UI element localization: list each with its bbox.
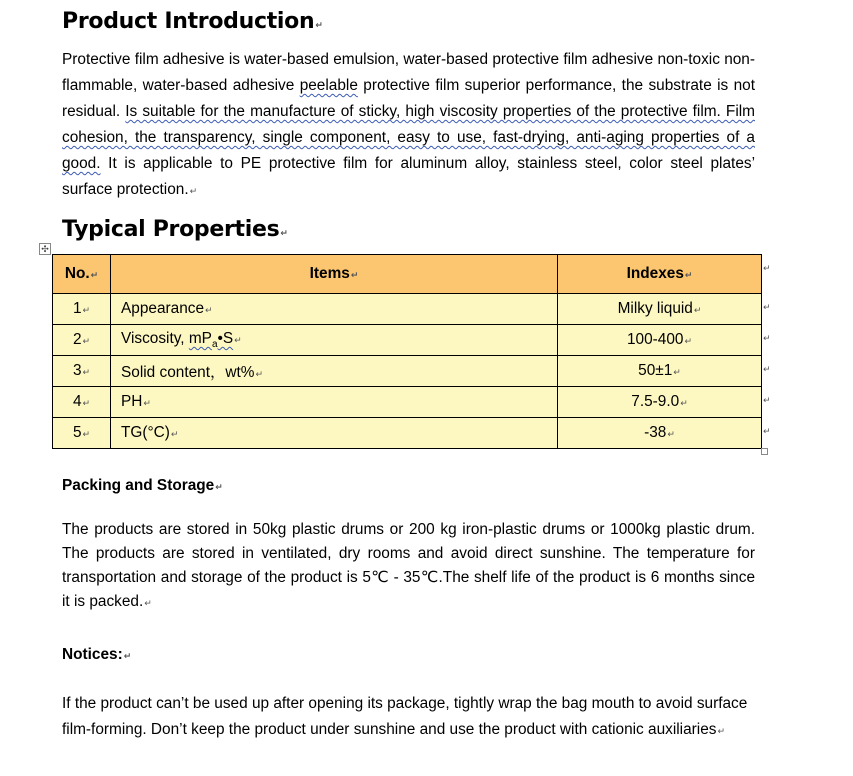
cell-item: Viscosity, $mP_a•S↵$ bbox=[111, 325, 558, 356]
table-header-row bbox=[53, 255, 762, 294]
spellcheck-word: peelable bbox=[299, 77, 358, 94]
cell-no: 5↵ bbox=[53, 418, 111, 449]
paragraph-mark-icon: ↵ bbox=[280, 229, 288, 239]
notices-paragraph: If the product can’t be used up after opening its package, tightly wrap the bag mouth to avoid surface film-forming. Don’t keep the product under sunshine and use the product with cationic auxiliaries↵ bbox=[62, 695, 748, 738]
cell-item: Solid content，wt%↵ bbox=[111, 356, 558, 387]
properties-table bbox=[52, 254, 762, 449]
introduction-paragraph: Protective film adhesive is water-based emulsion, water-based protective film adhesive non-toxic non-flammable, water-based adhesive peelable protective film superior performance, the substrate is not residual. Is suitable for the manufacture of sticky, high viscosity properties of the protective film. Film cohesion, the transparency, single component, easy to use, fast-drying, anti-aging properties of a good. It is applicable to PE protective film for aluminum alloy, stainless steel, color steel plates’ surface protection.↵ bbox=[62, 51, 755, 198]
paragraph-mark-icon: ↵ bbox=[315, 21, 323, 31]
table-resize-handle[interactable] bbox=[761, 448, 768, 455]
row-end-mark-icon: ↵ bbox=[763, 263, 771, 273]
row-end-mark-icon: ↵ bbox=[763, 333, 771, 343]
cell-no: 1↵ bbox=[53, 294, 111, 325]
cell-item: PH↵ bbox=[111, 387, 558, 418]
grammar-flagged-text: Is suitable for the manufacture of sticky, high viscosity properties of the protective film. Film cohesion, the transparency, single component, easy to use, fast-drying, anti-aging properties of a good. bbox=[62, 103, 755, 172]
packing-storage-heading: Packing and Storage↵ bbox=[62, 477, 223, 494]
column-header-no: No.↵ bbox=[53, 255, 111, 294]
cell-index: 50±1↵ bbox=[558, 356, 762, 387]
paragraph-mark-icon: ↵ bbox=[189, 186, 198, 196]
cell-index: 100-400↵ bbox=[558, 325, 762, 356]
cell-item: TG(°C)↵ bbox=[111, 418, 558, 449]
cell-item: Appearance↵ bbox=[111, 294, 558, 325]
row-end-mark-icon: ↵ bbox=[763, 395, 771, 405]
notices-heading: Notices:↵ bbox=[62, 646, 132, 663]
cell-index: -38↵ bbox=[558, 418, 762, 449]
typical-properties-heading: Typical Properties↵ bbox=[62, 217, 288, 242]
product-introduction-heading: Product Introduction↵ bbox=[62, 9, 323, 34]
cell-no: 2↵ bbox=[53, 325, 111, 356]
column-header-items: Items↵ bbox=[111, 255, 558, 294]
cell-no: 3↵ bbox=[53, 356, 111, 387]
table-row bbox=[53, 325, 762, 356]
packing-paragraph: The products are stored in 50kg plastic drums or 200 kg iron-plastic drums or 1000kg plastic drum. The products are stored in ventilated, dry rooms and avoid direct sunshine. The temperature for transportation and storage of the product is 5℃ - 35℃.The shelf life of the product is 6 months since it is packed.↵ bbox=[62, 521, 755, 610]
row-end-mark-icon: ↵ bbox=[763, 364, 771, 374]
cell-index: Milky liquid↵ bbox=[558, 294, 762, 325]
table-row bbox=[53, 387, 762, 418]
row-end-mark-icon: ↵ bbox=[763, 426, 771, 436]
row-end-mark-icon: ↵ bbox=[763, 302, 771, 312]
viscosity-unit: $mP_a•S$ bbox=[188, 329, 234, 351]
table-move-handle-icon[interactable]: ✣ bbox=[39, 243, 51, 255]
column-header-indexes: Indexes↵ bbox=[558, 255, 762, 294]
table-row bbox=[53, 418, 762, 449]
cell-no: 4↵ bbox=[53, 387, 111, 418]
table-row bbox=[53, 356, 762, 387]
table-row bbox=[53, 294, 762, 325]
cell-index: 7.5-9.0↵ bbox=[558, 387, 762, 418]
